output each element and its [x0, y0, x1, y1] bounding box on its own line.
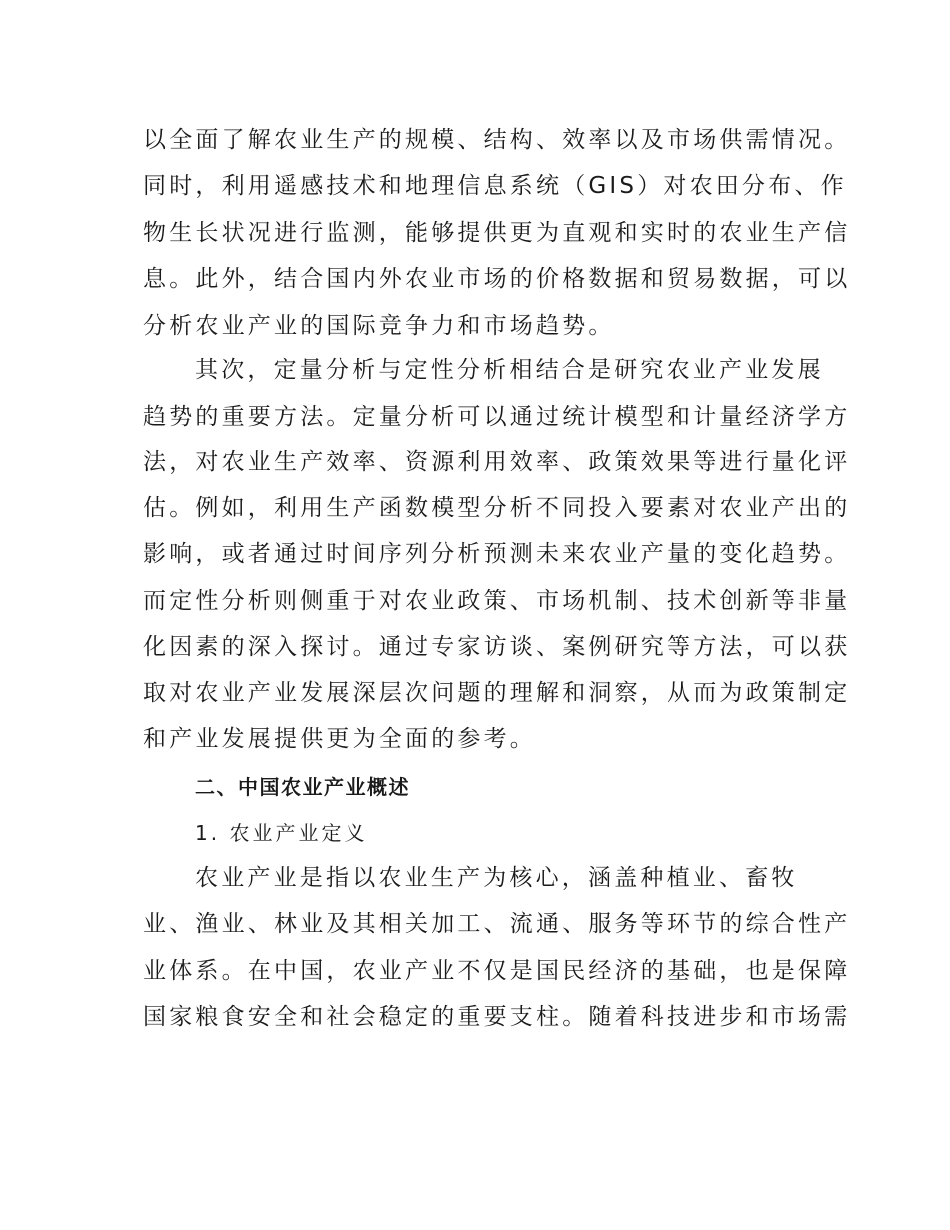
- paragraph-line: 影响，或者通过时间序列分析预测未来农业产量的变化趋势。: [143, 541, 851, 567]
- paragraph-line: 同时，利用遥感技术和地理信息系统（GIS）对农田分布、作: [143, 173, 847, 199]
- paragraph-line: 以全面了解农业生产的规模、结构、效率以及市场供需情况。: [143, 127, 851, 153]
- paragraph-line: 业体系。在中国，农业产业不仅是国民经济的基础，也是保障: [143, 958, 851, 984]
- paragraph-line: 和产业发展提供更为全面的参考。: [143, 726, 536, 752]
- paragraph-line: 而定性分析则侧重于对农业政策、市场机制、技术创新等非量: [143, 588, 851, 614]
- paragraph-line: 法，对农业生产效率、资源利用效率、政策效果等进行量化评: [143, 449, 851, 475]
- paragraph-line: 国家粮食安全和社会稳定的重要支柱。随着科技进步和市场需: [143, 1004, 851, 1030]
- paragraph-line: 物生长状况进行监测，能够提供更为直观和实时的农业生产信: [143, 220, 851, 246]
- paragraph-line: 息。此外，结合国内外农业市场的价格数据和贸易数据，可以: [143, 266, 851, 292]
- section-heading: 二、中国农业产业概述: [195, 775, 410, 799]
- paragraph-line: 化因素的深入探讨。通过专家访谈、案例研究等方法，可以获: [143, 634, 851, 660]
- paragraph-line: 取对农业产业发展深层次问题的理解和洞察，从而为政策制定: [143, 680, 851, 706]
- subsection-heading: 1. 农业产业定义: [195, 821, 368, 845]
- paragraph-first-line: 其次，定量分析与定性分析相结合是研究农业产业发展: [195, 357, 824, 383]
- paragraph-line: 分析农业产业的国际竞争力和市场趋势。: [143, 313, 615, 339]
- paragraph-line: 趋势的重要方法。定量分析可以通过统计模型和计量经济学方: [143, 404, 851, 430]
- paragraph-first-line: 农业产业是指以农业生产为核心，涵盖种植业、畜牧: [195, 865, 798, 891]
- paragraph-line: 估。例如，利用生产函数模型分析不同投入要素对农业产出的: [143, 495, 851, 521]
- paragraph-line: 业、渔业、林业及其相关加工、流通、服务等环节的综合性产: [143, 911, 851, 937]
